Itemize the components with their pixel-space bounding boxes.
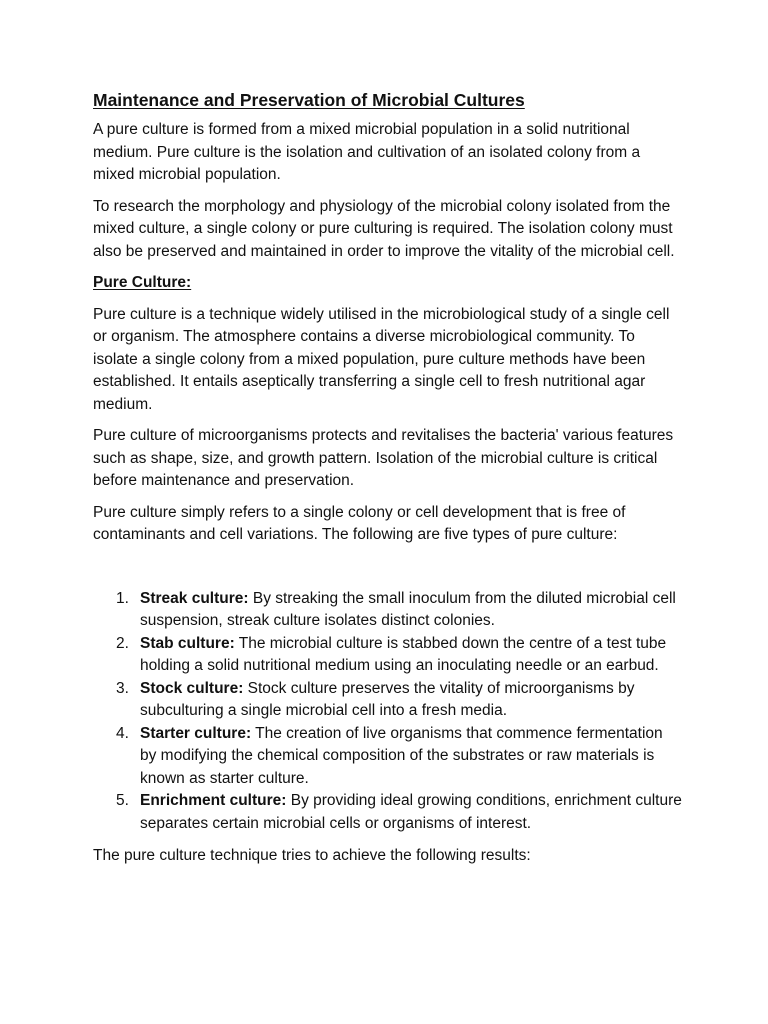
body-paragraph: Pure culture of microorganisms protects and revitalises the bacteria' various features such as shape, size, and growth pattern. Isolation of the microbial culture is critical before maintenance and preservation. — [93, 427, 674, 489]
list-item-term: Streak culture: — [140, 589, 249, 607]
document-title: Maintenance and Preservation of Microbial Cultures — [93, 90, 525, 110]
body-paragraph: Pure culture is a technique widely utilised in the microbiological study of a single cell or organism. The atmosphere contains a diverse microbiological community. To isolate a single colony from a mixed population, pure culture methods have been established. It entails aseptically transferring a single cell to fresh nutritional agar medium. — [93, 305, 670, 413]
list-item — [93, 678, 683, 723]
list-item-number: 4. — [116, 724, 129, 742]
section-heading-pure-culture: Pure Culture: — [93, 274, 192, 291]
document-page — [93, 88, 683, 877]
list-item-description: Stock culture preserves the vitality of microorganisms by subculturing a single microbial cell into a fresh media. — [140, 679, 635, 719]
list-item — [93, 633, 683, 678]
list-item-term: Stock culture: — [140, 679, 244, 697]
list-item-term: Starter culture: — [140, 724, 252, 742]
list-item-term: Enrichment culture: — [140, 792, 287, 809]
closing-paragraph: The pure culture technique tries to achieve the following results: — [93, 847, 531, 864]
intro-paragraph: A pure culture is formed from a mixed microbial population in a solid nutritional medium. Pure culture is the isolation and cultivation of an isolated colony from a mixed microbial population. — [93, 121, 641, 183]
list-item-number: 2. — [116, 634, 129, 652]
list-item — [93, 790, 683, 835]
list-item-description: By providing ideal growing conditions, enrichment culture separates certain microbial cells or organisms of interest. — [140, 792, 682, 832]
culture-types-list — [93, 588, 683, 836]
blank-line — [93, 556, 683, 588]
list-item-number: 3. — [116, 679, 129, 697]
list-item — [93, 588, 683, 633]
list-item-description: The microbial culture is stabbed down the centre of a test tube holding a solid nutritional medium using an inoculating needle or an earbud. — [140, 634, 667, 674]
list-item-number: 5. — [116, 792, 129, 809]
list-item-description: By streaking the small inoculum from the diluted microbial cell suspension, streak culture isolates distinct colonies. — [140, 589, 676, 629]
body-paragraph: Pure culture simply refers to a single colony or cell development that is free of contaminants and cell variations. The following are five types of pure culture: — [93, 503, 626, 543]
intro-paragraph: To research the morphology and physiology of the microbial colony isolated from the mixed culture, a single colony or pure culturing is required. The isolation colony must also be preserved and maintained in order to improve the vitality of the microbial cell. — [93, 197, 675, 260]
list-item — [93, 723, 683, 791]
list-item-number: 1. — [116, 589, 129, 607]
list-item-term: Stab culture: — [140, 634, 235, 652]
list-item-description: The creation of live organisms that commence fermentation by modifying the chemical composition of the substrates or raw materials is known as starter culture. — [140, 724, 663, 787]
